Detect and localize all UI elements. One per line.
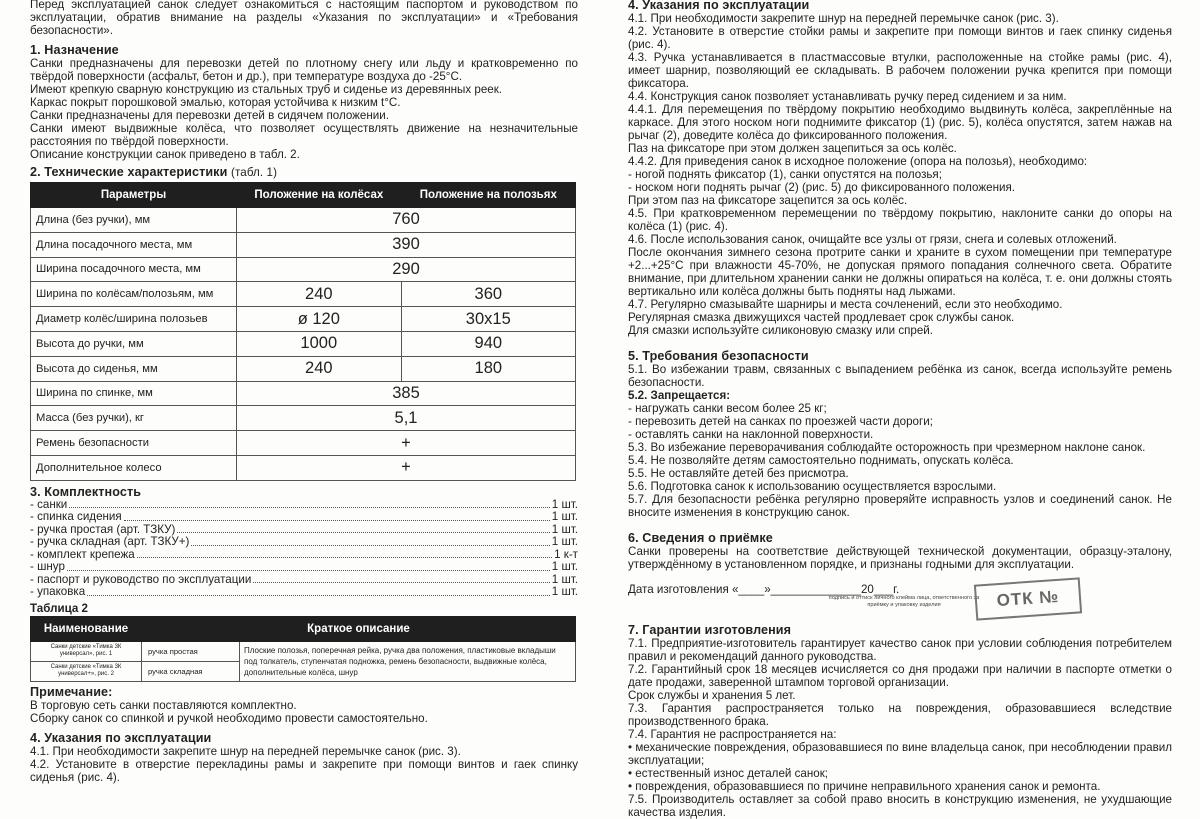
- manufacture-date-line: [628, 583, 1172, 611]
- spec-param: Ширина по спинке, мм: [31, 381, 237, 406]
- paragraph: 4.4.2. Для приведения санок в исходное положение (опора на полозья), необходимо:: [628, 155, 1088, 168]
- dot-leader: [137, 549, 552, 559]
- t2-cell-name: Санки детские «Тимка 3К универсал+», рис. 2: [31, 661, 142, 681]
- t2-cell-kind: ручка простая: [142, 641, 240, 661]
- spec-param: Ширина посадочного места, мм: [31, 257, 237, 282]
- kit-item-name: - паспорт и руководство по эксплуатации: [30, 572, 252, 586]
- list-item: [30, 511, 578, 524]
- kit-item-name: - упаковка: [30, 585, 86, 599]
- dot-leader: [253, 574, 549, 584]
- spec-row: [31, 257, 576, 282]
- section-5-title: 5. Требования безопасности: [628, 349, 809, 363]
- list-item: [30, 549, 578, 562]
- spec-param: Масса (без ручки), кг: [31, 406, 237, 431]
- paragraph: • повреждения, образовавшиеся по причине неправильного хранения санок и ремонта.: [628, 780, 1101, 793]
- paragraph: Сборку санок со спинкой и ручкой необходимо провести самостоятельно.: [30, 711, 428, 725]
- paragraph: 4.5. При кратковременном перемещении по твёрдому покрытию, наклоните санки до опоры на колёса (1) (рис. 4).: [628, 207, 1172, 233]
- spec-value-wheels: 240: [237, 282, 402, 307]
- paragraph: Имеют крепкую сварную конструкцию из стальных труб и сиденье из деревянных реек.: [30, 83, 503, 96]
- table-row: [31, 641, 576, 661]
- spec-row: [31, 307, 576, 332]
- note-body: [30, 699, 578, 725]
- paragraph: • естественный износ деталей санок;: [628, 767, 828, 780]
- paragraph: 5.1. Во избежании травм, связанных с выпадением ребёнка из санок, всегда используйте ремень безопасности.: [628, 363, 1172, 389]
- dot-leader: [191, 536, 549, 546]
- paragraph: Каркас покрыт порошковой эмалью, которая устойчива к низким t°С.: [30, 96, 401, 109]
- spec-row: [31, 381, 576, 406]
- t2-cell-kind: ручка складная: [142, 661, 240, 681]
- spec-param: Ширина по колёсам/полозьям, мм: [31, 282, 237, 307]
- kit-item-name: - шнур: [30, 560, 65, 574]
- list-item: [30, 574, 578, 587]
- spec-row: [31, 282, 576, 307]
- paragraph: - ногой поднять фиксатор (1), санки опустятся на полозья;: [628, 168, 942, 181]
- kit-item-name: - ручка простая (арт. ТЗКУ): [30, 522, 176, 536]
- paragraph: 4.1. При необходимости закрепите шнур на передней перемычке санок (рис. 3).: [628, 12, 1059, 25]
- kit-item-name: - спинка сидения: [30, 510, 122, 524]
- spec-value: 760: [237, 208, 576, 233]
- spec-row: [31, 232, 576, 257]
- paragraph: 7.5. Производитель оставляет за собой право вносить в конструкцию изменения, не ухудшающие качества изделия.: [628, 793, 1172, 819]
- spec-value-runners: 180: [401, 356, 575, 381]
- paragraph: 7.4. Гарантия не распространяется на:: [628, 728, 837, 741]
- section-1-body: [30, 57, 578, 161]
- paragraph: 7.2. Гарантийный срок 18 месяцев исчисляется со дня продажи при наличии в паспорте отметки о дате продажи, заверенной штампом торговой организации.: [628, 663, 1172, 689]
- paragraph: Регулярная смазка движущихся частей продлевает срок службы санок.: [628, 311, 1015, 324]
- spec-row: [31, 208, 576, 233]
- dot-leader: [124, 511, 550, 521]
- section-7-title: 7. Гарантии изготовления: [628, 623, 792, 637]
- paragraph: В торговую сеть санки поставляются комплектно.: [30, 698, 297, 712]
- left-column: [30, 0, 578, 784]
- spec-param: Дополнительное колесо: [31, 455, 237, 480]
- spec-header-wheels: Положение на колёсах: [237, 183, 402, 208]
- date-year: 20___г.: [860, 583, 900, 596]
- section-2-title: [30, 165, 578, 180]
- section-6-text: Санки проверены на соответствие действующей технической документации, образцу-эталону, утверждённому в установленном порядке, и признаны годными для эксплуатации.: [628, 545, 1172, 571]
- paragraph: 7.3. Гарантия распространяется только на повреждения, образовавшиеся вследствие производственного брака.: [628, 702, 1172, 728]
- spec-param: Диаметр колёс/ширина полозьев: [31, 307, 237, 332]
- forbidden-title: 5.2. Запрещается:: [628, 389, 731, 402]
- section-1-title: 1. Назначение: [30, 43, 119, 57]
- section-5-body: [628, 363, 1172, 519]
- note-title: Примечание:: [30, 684, 113, 699]
- spec-row: [31, 431, 576, 456]
- dot-leader: [67, 561, 550, 571]
- table-2-caption: Таблица 2: [30, 601, 88, 615]
- kit-item-qty: 1 к-т: [554, 547, 578, 561]
- kit-list: [30, 499, 578, 599]
- paragraph: 5.7. Для безопасности ребёнка регулярно проверяйте исправность узлов и соединений санок. Не вносите изменения в конструкцию санок.: [628, 493, 1172, 519]
- section-4-body-left: [30, 745, 578, 784]
- spec-row: [31, 455, 576, 480]
- section-2-subtitle: (табл. 1): [231, 166, 278, 179]
- section-4-body: [628, 12, 1172, 337]
- dot-leader: [177, 524, 549, 534]
- t2-header-description: Краткое описание: [142, 616, 576, 641]
- spec-header-runners: Положение на полозьях: [401, 183, 575, 208]
- spec-value: 290: [237, 257, 576, 282]
- paragraph: Санки имеют выдвижные колёса, что позволяет осуществлять движение на незначительные расстояния по твёрдой поверхности.: [30, 122, 578, 148]
- spec-value-runners: 940: [401, 331, 575, 356]
- spec-value: 390: [237, 232, 576, 257]
- spec-value: +: [237, 431, 576, 456]
- paragraph: 5.4. Не позволяйте детям самостоятельно поднимать, опускать колёса.: [628, 454, 1014, 467]
- date-blank: ______________: [770, 583, 861, 596]
- paragraph: 5.6. Подготовка санок к использованию осуществляется взрослыми.: [628, 480, 997, 493]
- paragraph: 4.6. После использования санок, очищайте все узлы от грязи, снега и солевых отложений.: [628, 233, 1117, 246]
- kit-item-qty: 1 шт.: [551, 497, 578, 511]
- spec-table: [30, 182, 576, 481]
- kit-item-qty: 1 шт.: [551, 510, 578, 524]
- list-item: [30, 536, 578, 549]
- paragraph: - носком ноги поднять рычаг (2) (рис. 5) до фиксированного положения.: [628, 181, 1015, 194]
- paragraph: 4.4. Конструкция санок позволяет устанавливать ручку перед сидением и за ним.: [628, 90, 1067, 103]
- date-label: Дата изготовления «____»: [628, 583, 771, 596]
- kit-item-qty: 1 шт.: [551, 560, 578, 574]
- spec-value-wheels: ø 120: [237, 307, 402, 332]
- description-table: [30, 616, 576, 682]
- kit-item-name: - комплект крепежа: [30, 547, 135, 561]
- spec-param: Высота до сиденья, мм: [31, 356, 237, 381]
- t2-header-name: Наименование: [31, 616, 142, 641]
- paragraph: При этом паз на фиксаторе зацепится за ось колёс.: [628, 194, 908, 207]
- paragraph: Паз на фиксаторе при этом должен зацепиться за ось колёс.: [628, 142, 957, 155]
- paragraph: Для смазки используйте силиконовую смазку или спрей.: [628, 324, 934, 337]
- list-item: [30, 561, 578, 574]
- paragraph: 5.3. Во избежание переворачивания соблюдайте осторожность при чрезмерном наклоне санок.: [628, 441, 1146, 454]
- kit-item-name: - санки: [30, 497, 68, 511]
- spec-row: [31, 406, 576, 431]
- spec-value: 5,1: [237, 406, 576, 431]
- spec-param: Длина посадочного места, мм: [31, 232, 237, 257]
- right-column: [628, 0, 1172, 819]
- spec-param: Ремень безопасности: [31, 431, 237, 456]
- paragraph: - оставлять санки на наклонной поверхности.: [628, 428, 874, 441]
- spec-value-runners: 30x15: [401, 307, 575, 332]
- section-4-title: 4. Указания по эксплуатации: [628, 0, 810, 12]
- paragraph: 4.1. При необходимости закрепите шнур на передней перемычке санок (рис. 3).: [30, 744, 461, 758]
- paragraph: Санки предназначены для перевозки детей по плотному снегу или льду и кратковременно по твёрдой поверхности (асфальт, бетон и др.), при температуре воздуха до -25°С.: [30, 57, 578, 83]
- spec-row: [31, 356, 576, 381]
- list-item: [30, 586, 578, 599]
- spec-param: Длина (без ручки), мм: [31, 208, 237, 233]
- kit-item-qty: 1 шт.: [551, 572, 578, 586]
- kit-item-name: - ручка складная (арт. ТЗКУ+): [30, 535, 190, 549]
- spec-value: 385: [237, 381, 576, 406]
- paragraph: Описание конструкции санок приведено в табл. 2.: [30, 148, 300, 161]
- kit-item-qty: 1 шт.: [551, 535, 578, 549]
- paragraph: 4.3. Ручка устанавливается в пластмассовые втулки, расположенные на стойке рамы (рис. 4), имеет шарнир, позволяющий ее складывать. В рабочем положении ручка крепится при помощи фиксатора.: [628, 51, 1172, 90]
- t2-cell-name: Санки детские «Тимка 3К универсал», рис. 1: [31, 641, 142, 661]
- otk-stamp: ОТК №: [974, 577, 1082, 620]
- paragraph: 4.2. Установите в отверстие перекладины рамы и закрепите при помощи винтов и гаек спинку сиденья (рис. 4).: [30, 757, 578, 784]
- section-2-title-text: 2. Технические характеристики: [30, 165, 228, 179]
- paragraph: 5.5. Не оставляйте детей без присмотра.: [628, 467, 849, 480]
- spec-header-params: Параметры: [31, 183, 237, 208]
- paragraph: - перевозить детей на санках по проезжей части дороги;: [628, 415, 933, 428]
- signature-caption: подпись и оттиск личного клейма лица, ответственного за приёмку и упаковку изделия: [828, 595, 980, 608]
- section-4-title-left: 4. Указания по эксплуатации: [30, 730, 212, 745]
- paragraph: • механические повреждения, образовавшиеся по вине владельца санок, при несоблюдении правил эксплуатации;: [628, 741, 1172, 767]
- paragraph: Срок службы и хранения 5 лет.: [628, 689, 796, 702]
- paragraph: 4.7. Регулярно смазывайте шарниры и места сочленений, если это необходимо.: [628, 298, 1063, 311]
- spec-value-runners: 360: [401, 282, 575, 307]
- spec-param: Высота до ручки, мм: [31, 331, 237, 356]
- section-7-body: [628, 637, 1172, 819]
- intro-text: Перед эксплуатацией санок следует ознакомиться с настоящим паспортом и руководством по эксплуатации, обратив внимание на разделы «Указания по эксплуатации» и «Требования безопасности».: [30, 0, 578, 37]
- kit-item-qty: 1 шт.: [551, 522, 578, 536]
- paragraph: 7.1. Предприятие-изготовитель гарантирует качество санок при условии соблюдения потребителем правил и рекомендаций данного руководства.: [628, 637, 1172, 663]
- section-3-title: 3. Комплектность: [30, 484, 142, 499]
- t2-cell-description: Плоские полозья, поперечная рейка, ручка два положения, пластиковые вкладыши под толкатель, ступенчатая подножка, ремень безопасности, выдвижные колёса, дополнительные колёса, шнур: [240, 641, 576, 681]
- spec-value-wheels: 1000: [237, 331, 402, 356]
- spec-value-wheels: 240: [237, 356, 402, 381]
- dot-leader: [69, 499, 550, 509]
- spec-row: [31, 331, 576, 356]
- spec-value: +: [237, 455, 576, 480]
- paragraph: 4.2. Установите в отверстие стойки рамы и закрепите при помощи винтов и гаек спинку сиденья (рис. 4).: [628, 25, 1172, 51]
- paragraph: 4.4.1. Для перемещения по твёрдому покрытию необходимо выдвинуть колёса, закреплённые на каркасе. Для этого носком ноги поднимите фиксатор (1) (рис. 5), колёса опустятся, затем нажав на рычаг (2), доведите колёса до фиксированного положения.: [628, 103, 1172, 142]
- kit-item-qty: 1 шт.: [551, 585, 578, 599]
- paragraph: После окончания зимнего сезона протрите санки и храните в сухом помещении при температуре +2...+25°С при влажности 45-70%, не допуская прямого попадания солнечного света. Обратите внимание, при длительном хранении санки не должны опираться на колёса, т. е. они должны стоять вертикально или колёса должны быть подняты над лыжами.: [628, 246, 1172, 298]
- paragraph: Санки предназначены для перевозки детей в сидячем положении.: [30, 109, 389, 122]
- section-6-title: 6. Сведения о приёмке: [628, 531, 773, 545]
- paragraph: - нагружать санки весом более 25 кг;: [628, 402, 827, 415]
- dot-leader: [87, 586, 550, 596]
